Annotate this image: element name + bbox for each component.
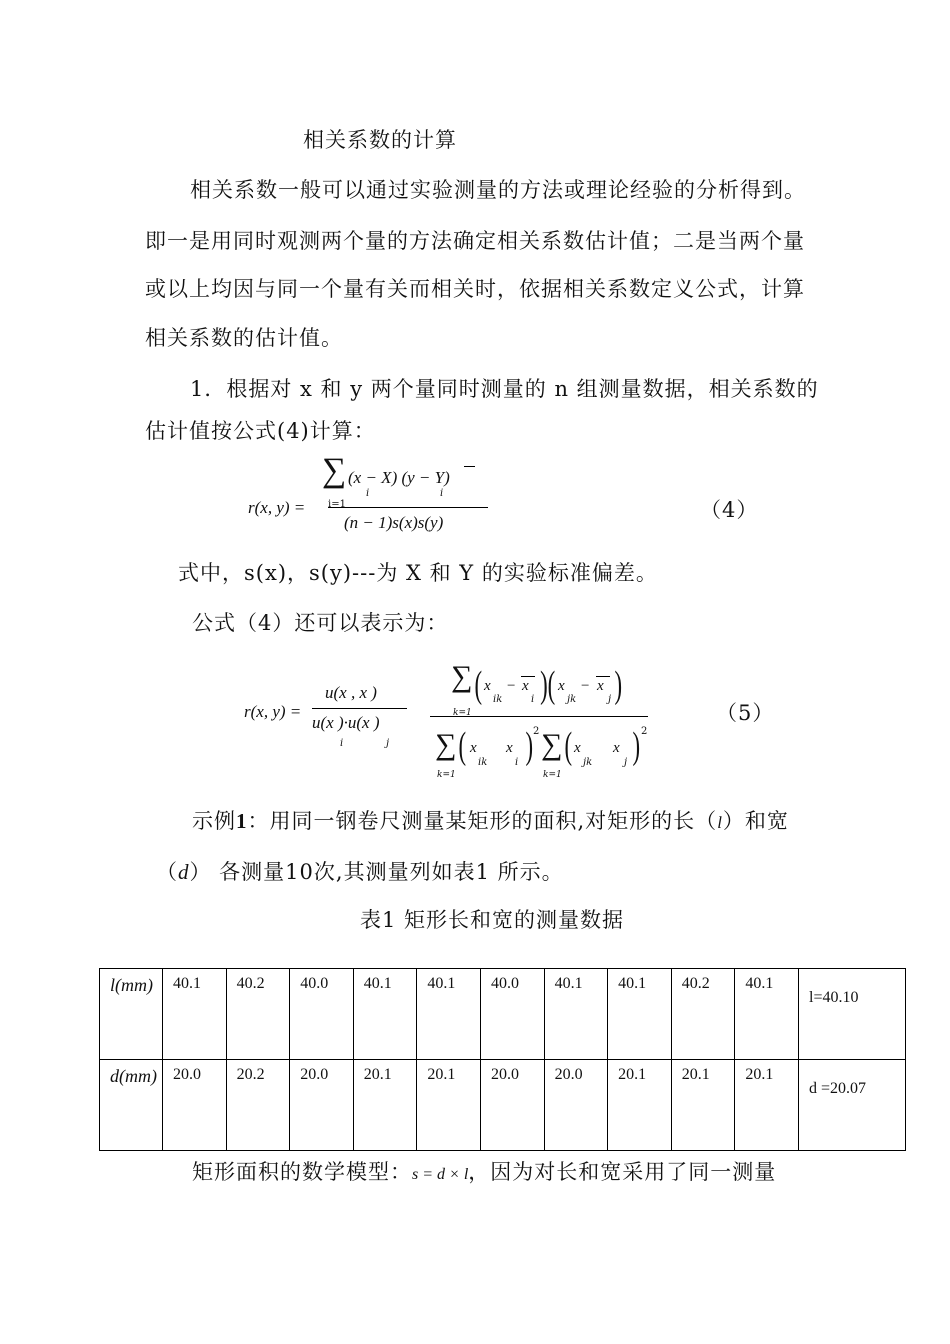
paren: (: [458, 725, 467, 767]
table-cell: 20.2: [226, 1060, 290, 1151]
eq5-sub-i: i: [340, 738, 344, 749]
table-row: [100, 969, 906, 1060]
eq4-numerator: (x − X) (y − Y): [348, 468, 450, 487]
eq5-index: k=1: [543, 770, 562, 780]
table-cell: 40.1: [417, 969, 481, 1060]
paragraph-1-line-3: 或以上均因与同一个量有关而相关时，依据相关系数定义公式，计算: [145, 277, 805, 301]
alt-line: 公式（4）还可以表示为：: [192, 611, 449, 635]
eq5-term: x: [574, 740, 581, 756]
paren: )(: [540, 664, 556, 706]
table-cell: 40.0: [480, 969, 544, 1060]
eq5-term: x: [613, 740, 620, 756]
eq5-sub: i: [515, 757, 519, 768]
eq5-sub: j: [608, 694, 612, 705]
table-cell: 40.1: [544, 969, 608, 1060]
paragraph-1-line-1: 相关系数一般可以通过实验测量的方法或理论经验的分析得到。: [190, 178, 806, 202]
eq5-sub: ik: [493, 694, 503, 705]
eq5-minus: −: [507, 678, 516, 694]
eq4-lhs: r(x, y) =: [248, 498, 306, 517]
table-cell: 20.1: [608, 1060, 672, 1151]
table-cell: 20.1: [671, 1060, 735, 1151]
table-cell: 40.1: [735, 969, 799, 1060]
eq4-fraction-bar: [328, 507, 488, 508]
eq4-ybar: [464, 466, 475, 467]
table-cell: 20.0: [163, 1060, 227, 1151]
eq5-fraction-bar: [430, 716, 648, 717]
table-cell: 20.0: [544, 1060, 608, 1151]
eq5-term: x: [470, 740, 477, 756]
eq5-sub: i: [531, 694, 535, 705]
eq5-index: k=1: [437, 770, 456, 780]
measurement-table: [99, 968, 906, 1151]
table-row: [100, 1060, 906, 1151]
table-cell: 40.1: [608, 969, 672, 1060]
eq4-label: （4）: [700, 498, 759, 522]
row-header-l: l(mm): [100, 969, 163, 1060]
paren: (: [564, 725, 573, 767]
eq5-sub: jk: [567, 694, 577, 705]
overbar: [596, 676, 610, 677]
eq4-denominator: (n − 1)s(x)s(y): [344, 513, 444, 532]
sum-symbol: ∑: [435, 728, 457, 761]
eq5-sub: j: [624, 757, 628, 768]
eq5-square: 2: [641, 726, 648, 737]
mean-cell-l: l=40.10: [799, 969, 906, 1060]
overbar: [521, 676, 535, 677]
eq5-sub: jk: [583, 757, 593, 768]
paragraph-2-line-2: 估计值按公式(4)计算：: [145, 419, 376, 443]
row-header-d: d(mm): [100, 1060, 163, 1151]
paragraph-1-line-4: 相关系数的估计值。: [145, 326, 343, 350]
table-cell: 20.0: [480, 1060, 544, 1151]
eq5-minus: −: [581, 678, 590, 694]
paragraph-1-line-2: 即一是用同时观测两个量的方法确定相关系数估计值；二是当两个量: [145, 229, 805, 253]
paren: ): [632, 725, 641, 767]
eq5-lhs: r(x, y) =: [244, 702, 302, 721]
table-cell: 40.2: [671, 969, 735, 1060]
table-cell: 20.1: [417, 1060, 481, 1151]
eq5-mid-denominator: u(x )·u(x ): [312, 713, 380, 732]
eq5-mid-numerator: u(x , x ): [325, 683, 377, 702]
eq5-label: （5）: [716, 701, 775, 725]
eq5-term: x: [522, 678, 529, 694]
table-cell: 40.0: [290, 969, 354, 1060]
page-title: 相关系数的计算: [303, 128, 457, 152]
mean-cell-d: d =20.07: [799, 1060, 906, 1151]
paren: (: [474, 664, 483, 706]
eq5-term: x: [597, 678, 604, 694]
eq5-mid-bar: [312, 708, 407, 709]
eq4-sub-i: i: [366, 488, 370, 499]
table-caption: 表1 矩形长和宽的测量数据: [360, 908, 625, 932]
paragraph-2-line-1: 1．根据对 x 和 y 两个量同时测量的 n 组测量数据，相关系数的: [190, 377, 819, 401]
table-cell: 40.2: [226, 969, 290, 1060]
example-line-1: 示例1：用同一钢卷尺测量某矩形的面积,对矩形的长（l）和宽: [192, 809, 789, 833]
table-cell: 20.1: [735, 1060, 799, 1151]
eq5-sub-j: j: [386, 738, 390, 749]
eq5-term: x: [506, 740, 513, 756]
eq5-square: 2: [533, 726, 540, 737]
eq4-lower-index: i=1: [328, 499, 346, 510]
eq5-term: x: [558, 678, 565, 694]
eq5-index: k=1: [453, 708, 472, 718]
table-cell: 40.1: [353, 969, 417, 1060]
eq5-term: x: [484, 678, 491, 694]
note-line: 式中，s(x)，s(y)---为 X 和 Y 的实验标准偏差。: [178, 561, 658, 585]
table-cell: 20.1: [353, 1060, 417, 1151]
paren: ): [525, 725, 534, 767]
last-line: 矩形面积的数学模型：s = d × l，因为对长和宽采用了同一测量: [192, 1160, 777, 1184]
table-cell: 40.1: [163, 969, 227, 1060]
paren: ): [614, 664, 623, 706]
eq4-sub-i: i: [440, 488, 444, 499]
eq5-sub: ik: [478, 757, 488, 768]
sum-symbol: ∑: [451, 660, 473, 693]
example-line-2: （d） 各测量10次,其测量列如表1 所示。: [156, 860, 564, 884]
sum-symbol: ∑: [322, 452, 347, 489]
sum-symbol: ∑: [541, 728, 563, 761]
table-cell: 20.0: [290, 1060, 354, 1151]
